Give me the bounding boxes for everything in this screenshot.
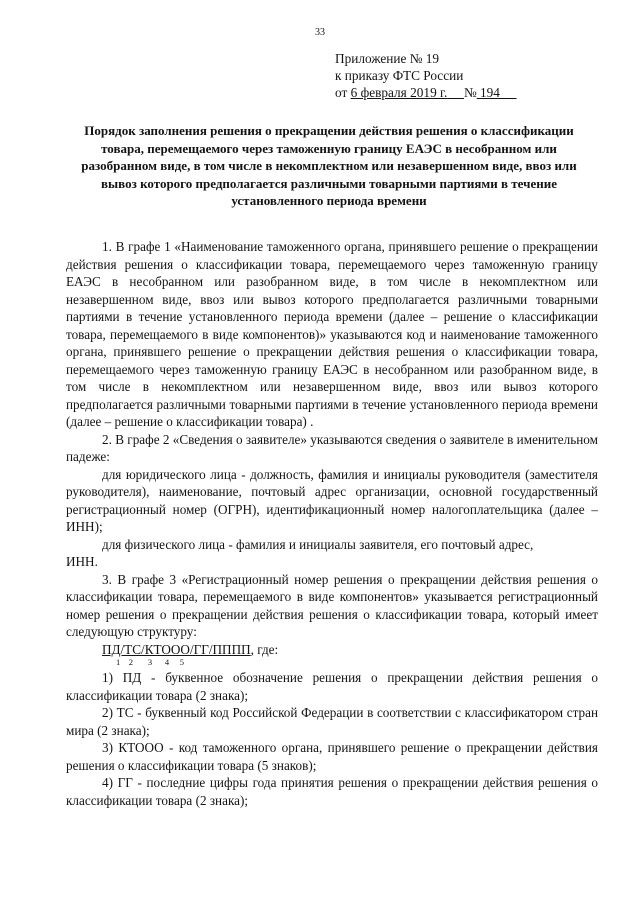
appendix-line-1: Приложение № 19 xyxy=(335,51,439,66)
paragraph-2-legal-entity: для юридического лица - должность, фамилия и инициалы руководителя (заместителя руководителя), наименование, почтовый адрес организации, основной государственный регистрационный номер (ОГРН), идентификационный номер налогоплательщика (далее – ИНН); xyxy=(66,466,598,534)
paragraph-3: 3. В графе 3 «Регистрационный номер решения о прекращении действия решения о классификации товара, перемещаемого в виде компонентов» указывается регистрационный номер решения о прекращении действия решения о классификации товара, который имеет следующую структуру: xyxy=(66,571,598,639)
page-number: 33 xyxy=(315,27,325,38)
paragraph-2: 2. В графе 2 «Сведения о заявителе» указываются сведения о заявителе в именительном падеже: xyxy=(66,431,598,464)
date-prefix: от xyxy=(335,85,351,100)
structure-item-1: 1) ПД - буквенное обозначение решения о прекращении действия решения о классификации товара (2 знака); xyxy=(66,670,598,703)
number-label: № xyxy=(463,85,477,100)
order-date: 6 февраля 2019 г. xyxy=(350,85,448,100)
structure-component-numbers: 1 2 3 4 5 xyxy=(116,657,184,667)
paragraph-2-individual-end: ИНН. xyxy=(66,554,98,569)
order-number: 194 xyxy=(479,85,500,100)
document-title: Порядок заполнения решения о прекращении действия решения о классификации товара, перемещаемого через таможенную границу ЕАЭС в несобранном или разобранном виде, в том числе в некомплектном или незавершенном виде, ввоз или вывоз которого предполагается различными товарными партиями в течение установленного периода времени xyxy=(81,123,577,209)
appendix-line-3 xyxy=(335,84,517,101)
number-structure xyxy=(66,641,598,659)
paragraph-2-individual: для физического лица - фамилия и инициалы заявителя, его почтовый адрес, xyxy=(102,536,534,552)
structure-item-3: 3) КТООО - код таможенного органа, принявшего решение о прекращении действия решения о классификации товара (5 знаков); xyxy=(66,740,598,773)
appendix-line-2: к приказу ФТС России xyxy=(335,68,464,83)
paragraph-1: 1. В графе 1 «Наименование таможенного органа, принявшего решение о прекращении действия решения о классификации товара, перемещаемого через таможенную границу ЕАЭС в несобранном или разобранном виде, в том числе в некомплектном или незавершенном виде, ввоз или вывоз которого предполагается различными товарными партиями в течение установленного периода времени (далее – решение о классификации товара, перемещаемого в виде компонентов)» указываются код и наименование таможенного органа, принявшего решение о прекращении действия решения о классификации товара, перемещаемого через таможенную границу ЕАЭС в несобранном или разобранном виде, в том числе в некомплектном или незавершенном виде, ввоз или вывоз которого предполагается различными товарными партиями в течение установленного периода времени (далее – решение о классификации товара) . xyxy=(66,239,598,429)
structure-item-4: 4) ГГ - последние цифры года принятия решения о прекращении действия решения о классификации товара (2 знака); xyxy=(66,775,598,808)
structure-item-2: 2) ТС - буквенный код Российской Федерации в соответствии с классификатором стран мира (2 знака); xyxy=(66,705,598,738)
document-body xyxy=(66,238,598,809)
appendix-header xyxy=(335,50,517,101)
structure-scheme: ПД/ТС/КТООО/ГГ/ПППП xyxy=(102,641,251,657)
structure-suffix: , где: xyxy=(250,641,279,657)
